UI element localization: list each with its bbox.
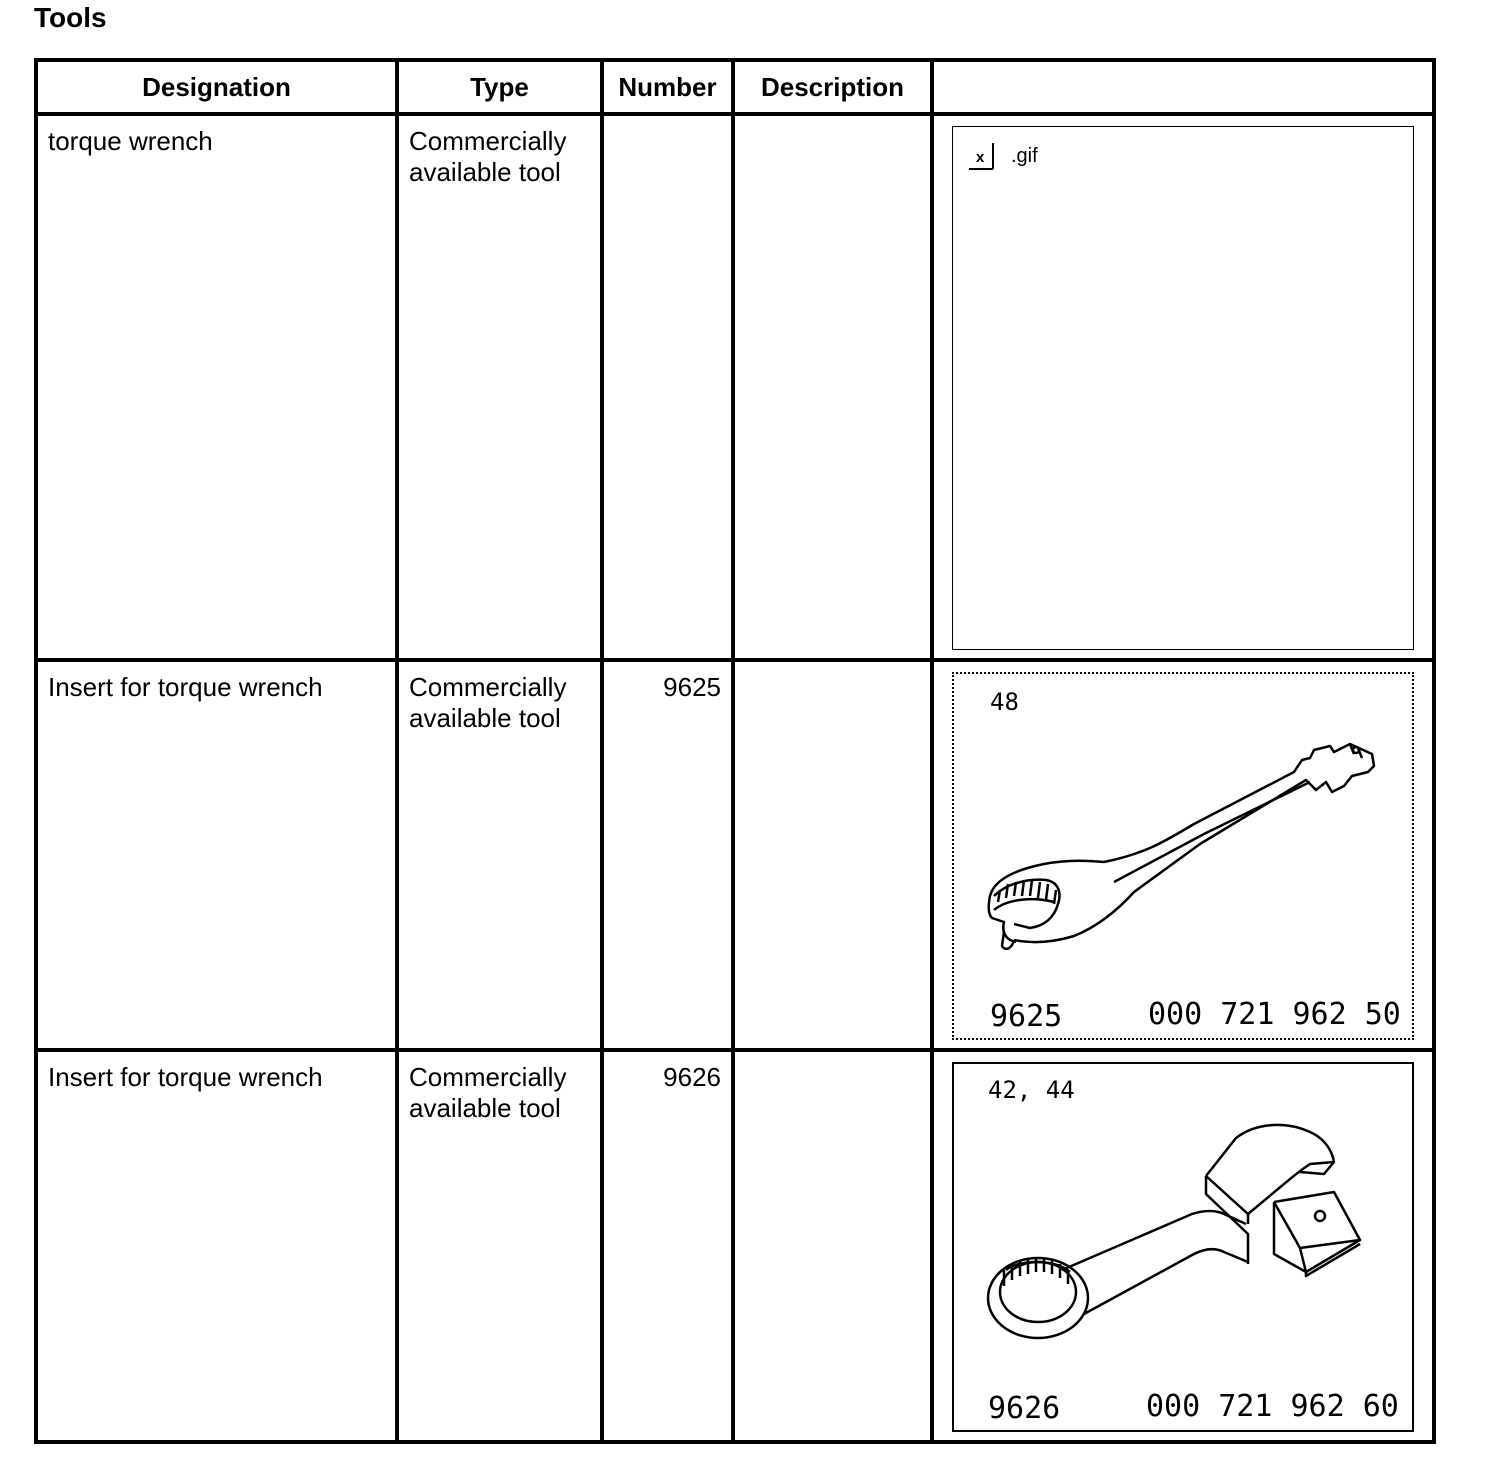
header-row — [36, 60, 1434, 114]
type-line-1: Commercially — [409, 672, 567, 702]
illustration-part-number: 000 721 962 60 — [1146, 1389, 1399, 1424]
type-text — [399, 662, 600, 734]
ring-wrench-icon — [988, 1125, 1360, 1338]
type-line-1: Commercially — [409, 1062, 567, 1092]
table-row — [36, 114, 1434, 660]
image-cell — [932, 114, 1434, 660]
number-cell — [602, 660, 733, 1050]
description-cell — [733, 660, 932, 1050]
number-text — [604, 116, 731, 126]
header-description: Description — [733, 60, 932, 114]
wrench-illustration-frame — [952, 672, 1414, 1040]
description-cell — [733, 114, 932, 660]
illustration-sizes: 48 — [990, 688, 1019, 716]
description-text — [735, 1052, 930, 1062]
image-cell — [932, 660, 1434, 1050]
type-text — [399, 116, 600, 188]
page-title: Tools — [34, 2, 107, 33]
ring-wrench-illustration — [954, 1064, 1410, 1434]
number-text: 9625 — [663, 672, 721, 702]
type-cell — [397, 1050, 602, 1442]
broken-image-icon — [967, 141, 995, 171]
tools-table — [34, 58, 1436, 1444]
designation-cell — [36, 114, 397, 660]
type-line-2: available tool — [409, 157, 561, 187]
illustration-code: 9626 — [988, 1391, 1061, 1426]
header-number: Number — [602, 60, 733, 114]
illustration-sizes: 42, 44 — [988, 1076, 1075, 1104]
description-text — [735, 116, 930, 126]
description-text — [735, 662, 930, 672]
image-filename: .gif — [1011, 145, 1038, 167]
designation-cell — [36, 660, 397, 1050]
designation-cell — [36, 1050, 397, 1442]
illustration-code: 9625 — [990, 999, 1063, 1034]
designation-text: Insert for torque wrench — [48, 1062, 323, 1092]
header-designation: Designation — [36, 60, 397, 114]
description-cell — [733, 1050, 932, 1442]
header-type: Type — [397, 60, 602, 114]
type-line-1: Commercially — [409, 126, 567, 156]
type-line-2: available tool — [409, 703, 561, 733]
image-cell — [932, 1050, 1434, 1442]
designation-text: torque wrench — [48, 126, 213, 156]
broken-image — [952, 126, 1414, 650]
illustration-part-number: 000 721 962 50 — [1148, 997, 1401, 1032]
open-ring-wrench-icon — [989, 744, 1374, 949]
number-cell — [602, 114, 733, 660]
type-cell — [397, 114, 602, 660]
header-image — [932, 60, 1434, 114]
number-cell — [602, 1050, 733, 1442]
wrench-illustration-frame — [952, 1062, 1414, 1432]
svg-text:x: x — [976, 149, 985, 166]
table-row — [36, 1050, 1434, 1442]
designation-text: Insert for torque wrench — [48, 672, 323, 702]
open-ring-wrench-illustration — [954, 674, 1412, 1040]
type-text — [399, 1052, 600, 1124]
type-cell — [397, 660, 602, 1050]
number-text: 9626 — [663, 1062, 721, 1092]
type-line-2: available tool — [409, 1093, 561, 1123]
table-row — [36, 660, 1434, 1050]
